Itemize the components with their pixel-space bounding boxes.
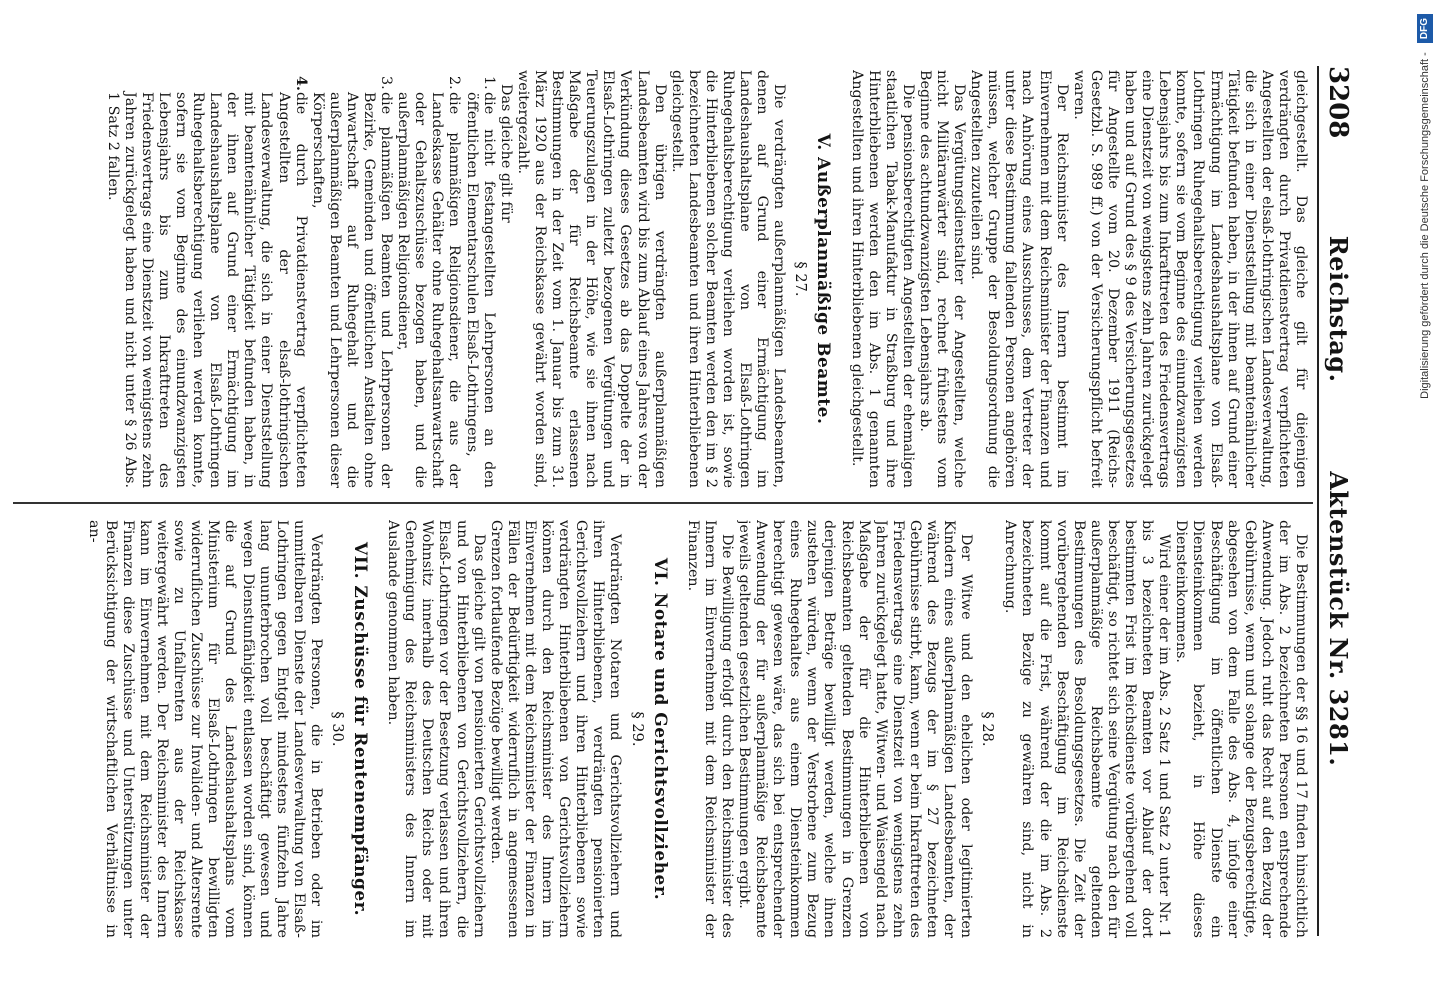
dfg-logo: DFG [1417,14,1433,43]
paragraph: Die pensionsberechtigten Angestellten der ehemaligen staatlichen Tabak-Manufaktur in Straßburg und ihre Hinterbliebenen werden den im Abs. 1 genannten Angestellten und ihren Hinterbliebenen gleichgestellt. [848,70,916,488]
column-divider [13,502,1313,504]
paragraph-number: § 27. [792,261,809,297]
page-number: 3208 [1323,66,1353,139]
section-heading: VII. Zuschüsse für Rentenempfänger. [350,542,371,916]
section-heading: VI. Notare und Gerichtsvollzieher. [649,557,670,901]
list-item-number: 2. [446,76,463,90]
digitization-credit [1413,14,1433,984]
page-header [1317,66,1353,936]
paragraph: Verdrängten Notaren und Gerichtsvollziehern und ihren Hinterbliebenen, verdrängten pensionierten Gerichtsvollziehern und ihren Hinterbliebenen sowie verdrängten Hinterbliebenen von Gerichtsvollziehern können durch den Reichsminister des Innern im Einvernehmen mit dem Reichsminister der Finanzen in Fällen der Bedürftigkeit widerruflich in angemessenen Grenzen fortlaufende Bezüge bewilligt werden. [487,520,624,938]
paragraph: Den übrigen verdrängten außerplanmäßigen Landesbeamten wird bis zum Ablauf eines Jahres von der Verkündung dieses Gesetzes ab das Doppelte der in Elsaß-Lothringen zuletzt bezogenen Vergütungen und Teuerungszulagen in der Höhe, wie sie ihnen nach Maßgabe der für Reichsbeamte erlassenen Bestimmungen in der Zeit vom 1. Januar bis zum 31. März 1920 aus der Reichskasse gewährt worden sind, weitergezahlt. [514,70,668,488]
list-item-text: die nicht festangestellten Lehrpersonen an den öffentlichen Elementarschulen Elsaß-Lothringens, [463,92,497,488]
paragraph: gleichgestellt. Das gleiche gilt für diejenigen verdrängten durch Privatdienstvertrag verpflichteten Angestellten der elsaß-lothringischen Landesverwaltung, die sich in einer Dienststellung mit beamtenähnlicher Tätigkeit befunden haben, in der ihnen auf Grund einer Ermächtigung im Landeshaushaltsplane von Elsaß-Lothringen Ruhegehaltsberechtigung verliehen werden konnte, sofern sie vom Beginne des einundzwanzigsten Lebensjahrs bis zum Inkrafttreten des Friedensvertrags eine Dienstzeit von wenigstens zehn Jahren zurückgelegt haben und auf Grund des § 9 des Versicherungsgesetzes für Angestellte vom 20. Dezember 1911 (Reichs-Gesetzbl. S. 989 ff.) von der Versicherungspflicht befreit waren. [1070,70,1309,488]
paragraph: Verdrängten Personen, die in Betrieben oder im unmittelbaren Dienste der Landesverwaltung von Elsaß-Lothringen gegen Entgelt mindestens fünfzehn Jahre lang ununterbrochen voll beschäftigt gewesen und wegen Dienstunfähigkeit entlassen worden sind, können die auf Grund des Landeshaushaltsplans vom Ministerium für Elsaß-Lothringen bewilligten widerruflichen Zuschüsse zur Invaliden- und Altersrente sowie zu Unfallrenten aus der Reichskasse weitergewährt werden. Der Reichsminister des Innern kann im Einvernehmen mit dem Reichsminister der Finanzen diese Zuschüsse und Unterstützungen unter Berücksichtigung der wirtschaftlichen Verhältnisse in an- [85,520,324,938]
credit-text: Digitalisierung gefördert durch die Deutsche Forschungsgemeinschaft - [1419,52,1431,399]
list-item [309,70,394,488]
running-title-right: Aktenstück Nr. 3281. [1324,471,1353,767]
paragraph: Der Reichsminister des Innern bestimmt im Einvernehmen mit dem Reichsminister der Finanzen und nach Anhörung eines Ausschusses, dem Vertreter der unter diese Bestimmung fallenden Personen angehören müssen, welcher Gruppe der Besoldungsordnung die Angestellten zuzuteilen sind. [968,70,1070,488]
paragraph: Das gleiche gilt von pensionierten Gerichtsvollziehern und von Hinterbliebenen von Gerichtsvollziehern, die Elsaß-Lothringen vor der Besetzung verlassen und ihren Wohnsitz innerhalb des Deutschen Reichs oder mit Genehmigung des Reichsministers des Innern im Auslande genommen haben. [385,520,487,938]
paragraph-number: § 29. [628,711,645,747]
paragraph: Die verdrängten außerplanmäßigen Landesbeamten, denen auf Grund einer Ermächtigung im Landeshaushaltsplane von Elsaß-Lothringen Ruhegehaltsberechtigung verliehen worden ist, sowie die Hinterbliebenen solcher Beamten werden den im § 2 bezeichneten Landesbeamten und ihren Hinterbliebenen gleichgestellt. [668,70,788,488]
list-item [104,70,309,488]
paragraph: Wird einer der im Abs. 2 Satz 1 und Satz 2 unter Nr. 1 bis 3 bezeichneten Beamten vor Ablauf der dort bestimmten Frist im Reichsdienste vorübergehend voll beschäftigt, so richtet sich seine Vergütung nach den für außerplanmäßige Reichsbeamte geltenden Bestimmungen des Besoldungsgesetzes. Die Zeit der vorübergehenden Beschäftigung im Reichsdienste kommt auf die Frist, während der die im Abs. 2 bezeichneten Bezüge zu gewähren sind, nicht in Anrechnung. [1002,520,1173,938]
paragraph-number: § 28. [979,711,996,747]
list-item [394,70,462,488]
list-item-text: die durch Privatdienstvertrag verpflichteten Angestellten der elsaß-lothringischen Landesverwaltung, die sich in einer Dienststellung mit beamtenähnlicher Tätigkeit befunden haben, in der ihnen auf Grund einer Ermächtigung im Landeshaushaltsplane von Elsaß-Lothringen Ruhegehaltsberechtigung verliehen werden konnte, sofern sie vom Beginne des einundzwanzigsten Lebensjahrs bis zum Inkrafttreten des Friedensvertrags eine Dienstzeit von wenigstens zehn Jahren zurückgelegt haben und nicht unter § 26 Abs. 1 Satz 2 fallen. [104,92,309,488]
paragraph: Der Witwe und den ehelichen oder legitimierten Kindern eines außerplanmäßigen Landesbeamten, der während des Bezugs der im § 27 bezeichneten Gebührnisse stirbt, kann, wenn er beim Inkrafttreten des Friedensvertrags eine Dienstzeit von wenigstens zehn Jahren zurückgelegt hatte, Witwen- und Waisengeld nach Maßgabe der für die Hinterbliebenen von Reichsbeamten geltenden Bestimmungen in Grenzen derjenigen Beträge bewilligt werden, welche ihnen zustehen würden, wenn der Verstorbene zum Bezug eines Ruhegehaltes aus einem Diensteinkommen berechtigt gewesen wäre, das sich bei entsprechender Anwendung der für außerplanmäßige Reichsbeamte jeweils geltenden gesetzlichen Bestimmungen ergibt. [736,520,975,938]
paragraph: Die Bestimmungen der §§ 16 und 17 finden hinsichtlich der im Abs. 2 bezeichneten Personen entsprechende Anwendung. Jedoch ruht das Recht auf den Bezug der Gebührnisse, wenn und solange der Bezugsberechtigte, abgesehen von dem Falle des Abs. 4, infolge einer Beschäftigung im öffentlichen Dienste ein Diensteinkommen bezieht, in Höhe dieses Diensteinkommens. [1173,520,1309,938]
paragraph: Das Vergütungsdienstalter der Angestellten, welche nicht Militäranwärter sind, rechnet frühestens vom Beginne des achtundzwanzigsten Lebensjahrs ab. [916,70,968,488]
list-item-number: 3. [378,76,395,90]
paragraph: Die Bewilligung erfolgt durch den Reichsminister des Innern im Einvernehmen mit dem Reichsminister der Finanzen. [684,520,735,938]
list-item-text: die planmäßigen Religionsdiener, die aus der Landeskasse Gehälter ohne Ruhegehaltsanwartschaft oder Gehaltszuschüsse bezogen haben, und die außerplanmäßigen Religionsdiener, [395,92,463,488]
list-item-number: 4. [292,76,309,91]
list-item-number: 1. [480,76,497,90]
left-column [9,70,1309,488]
right-column [9,520,1309,938]
running-title-left: Reichstag. [1324,235,1353,383]
running-title [1324,66,1353,936]
paragraph: Das gleiche gilt für [497,84,514,223]
paragraph-number: § 30. [329,711,346,747]
list-item-text: die planmäßigen Beamten und Lehrpersonen der Bezirke, Gemeinden und öffentlichen Anstalten ohne Anwartschaft auf Ruhegehalt und die außerplanmäßigen Beamten und Lehrpersonen dieser Körperschaften, [309,92,395,488]
list-item [463,70,497,488]
section-heading: V. Außerplanmäßige Beamte. [813,133,834,425]
